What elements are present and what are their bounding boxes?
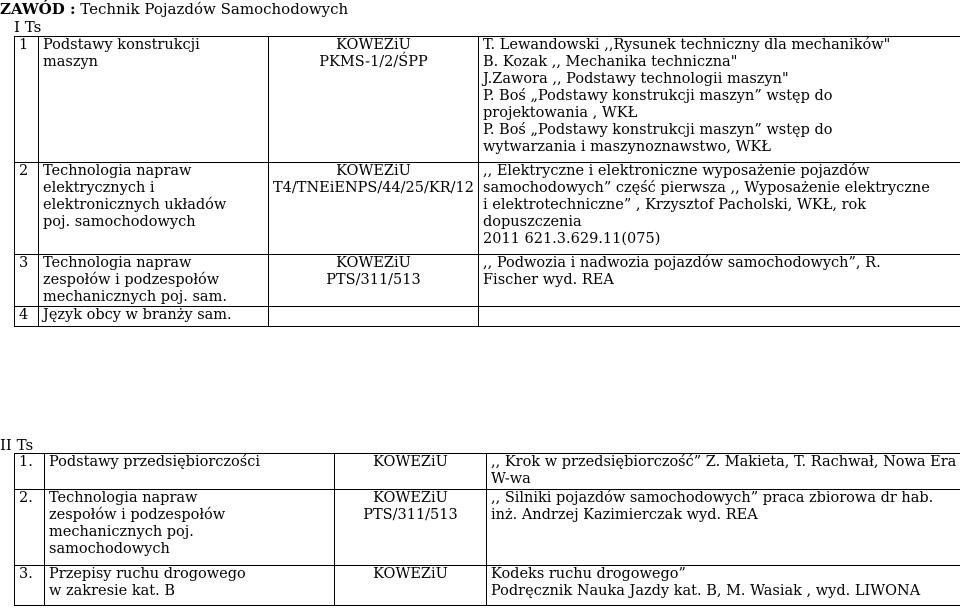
- program-cell: [269, 255, 479, 307]
- subject-cell: [39, 163, 269, 255]
- textbook-cell-line: i elektrotechniczne” , Krzysztof Pacholski, WKŁ, rok: [483, 197, 867, 213]
- textbook-cell-line: inż. Andrzej Kazimierczak wyd. REA: [491, 507, 758, 523]
- textbook-cell: [487, 566, 960, 606]
- subject-cell-line: Język obcy w branży sam.: [43, 307, 232, 323]
- subject-cell-line: poj. samochodowych: [43, 214, 196, 230]
- subject-cell: [39, 307, 269, 327]
- subject-cell-line: Technologia napraw: [43, 255, 192, 271]
- subject-cell-line: Technologia napraw: [43, 163, 192, 179]
- row-number: 1: [15, 37, 39, 163]
- textbook-cell-line: ,, Krok w przedsiębiorczość” Z. Makieta, T. Rachwał, Nowa Era: [491, 454, 957, 470]
- program-cell: [335, 454, 487, 490]
- textbook-cell-line: W-wa: [491, 471, 531, 487]
- row-number: 2: [15, 163, 39, 255]
- table-row: [15, 490, 960, 566]
- program-cell-line: PKMS-1/2/ŚPP: [319, 54, 428, 70]
- table-row: [15, 37, 960, 163]
- profession-name: Technik Pojazdów Samochodowych: [75, 0, 349, 18]
- textbook-cell: [479, 163, 960, 255]
- textbook-cell: [479, 307, 960, 327]
- row-number: 1.: [15, 454, 45, 490]
- subject-cell-line: Podstawy konstrukcji: [43, 37, 200, 53]
- subject-cell-line: Technologia napraw: [49, 490, 198, 506]
- program-cell: [269, 37, 479, 163]
- subject-cell: [39, 255, 269, 307]
- subject-cell-line: w zakresie kat. B: [49, 583, 176, 599]
- textbook-cell-line: ,, Elektryczne i elektroniczne wyposażenie pojazdów: [483, 163, 870, 179]
- textbook-cell-line: 2011 621.3.629.11(075): [483, 231, 661, 247]
- program-cell-line: KOWEZiU: [373, 490, 448, 506]
- curriculum-table-year2: [14, 453, 960, 606]
- profession-label: ZAWÓD :: [0, 0, 76, 18]
- textbook-cell-line: projektowania , WKŁ: [483, 105, 638, 121]
- subject-cell-line: zespołów i podzespołów: [49, 507, 226, 523]
- subject-cell: [39, 37, 269, 163]
- textbook-cell-line: Podręcznik Nauka Jazdy kat. B, M. Wasiak , wyd. LIWONA: [491, 583, 921, 599]
- subject-cell-line: mechanicznych poj.: [49, 524, 194, 540]
- row-number: 2.: [15, 490, 45, 566]
- program-cell: [335, 490, 487, 566]
- textbook-cell-line: J.Zawora ,, Podstawy technologii maszyn": [483, 71, 789, 87]
- row-number: 3: [15, 255, 39, 307]
- textbook-cell: [487, 490, 960, 566]
- textbook-cell-line: P. Boś „Podstawy konstrukcji maszyn” wstęp do: [483, 122, 833, 138]
- program-cell-line: KOWEZiU: [336, 255, 411, 271]
- program-cell: [269, 163, 479, 255]
- textbook-cell-line: Fischer wyd. REA: [483, 272, 614, 288]
- textbook-cell-line: ,, Podwozia i nadwozia pojazdów samochodowych”, R.: [483, 255, 881, 271]
- program-cell-line: KOWEZiU: [336, 37, 411, 53]
- subject-cell: [45, 566, 335, 606]
- program-cell-line: PTS/311/513: [363, 507, 458, 523]
- row-number: 3.: [15, 566, 45, 606]
- subject-cell-line: mechanicznych poj. sam.: [43, 289, 227, 305]
- subject-cell-line: maszyn: [43, 54, 99, 70]
- table-row: [15, 307, 960, 327]
- table-row: [15, 566, 960, 606]
- textbook-cell-line: Kodeks ruchu drogowego”: [491, 566, 686, 582]
- textbook-cell-line: B. Kozak ,, Mechanika techniczna": [483, 54, 738, 70]
- curriculum-table-year1: [14, 36, 960, 327]
- textbook-cell-line: T. Lewandowski ,,Rysunek techniczny dla mechaników": [483, 37, 891, 53]
- textbook-cell-line: dopuszczenia: [483, 214, 582, 230]
- program-cell-line: PTS/311/513: [326, 272, 421, 288]
- table-row: [15, 454, 960, 490]
- subject-cell-line: samochodowych: [49, 541, 170, 557]
- subject-cell: [45, 454, 335, 490]
- program-cell-line: KOWEZiU: [336, 163, 411, 179]
- subject-cell-line: elektronicznych układów: [43, 197, 227, 213]
- textbook-cell-line: wytwarzania i maszynoznawstwo, WKŁ: [483, 139, 772, 155]
- textbook-cell-line: ,, Silniki pojazdów samochodowych” praca zbiorowa dr hab.: [491, 490, 934, 506]
- profession-heading: [0, 0, 348, 18]
- program-cell-line: KOWEZiU: [373, 454, 448, 470]
- program-cell: [269, 307, 479, 327]
- textbook-cell-line: samochodowych” część pierwsza ,, Wyposażenie elektryczne: [483, 180, 930, 196]
- textbook-cell: [479, 37, 960, 163]
- subject-cell-line: Podstawy przedsiębiorczości: [49, 454, 260, 470]
- textbook-cell-line: P. Boś „Podstawy konstrukcji maszyn” wstęp do: [483, 88, 833, 104]
- year1-heading: I Ts: [14, 18, 42, 36]
- subject-cell: [45, 490, 335, 566]
- table-row: [15, 255, 960, 307]
- subject-cell-line: zespołów i podzespołów: [43, 272, 220, 288]
- program-cell-line: T4/TNEiENPS/44/25/KR/12: [273, 180, 474, 196]
- table-row: [15, 163, 960, 255]
- program-cell-line: KOWEZiU: [373, 566, 448, 582]
- textbook-cell: [479, 255, 960, 307]
- program-cell: [335, 566, 487, 606]
- textbook-cell: [487, 454, 960, 490]
- subject-cell-line: Przepisy ruchu drogowego: [49, 566, 246, 582]
- year2-heading: II Ts: [0, 436, 34, 454]
- subject-cell-line: elektrycznych i: [43, 180, 155, 196]
- row-number: 4: [15, 307, 39, 327]
